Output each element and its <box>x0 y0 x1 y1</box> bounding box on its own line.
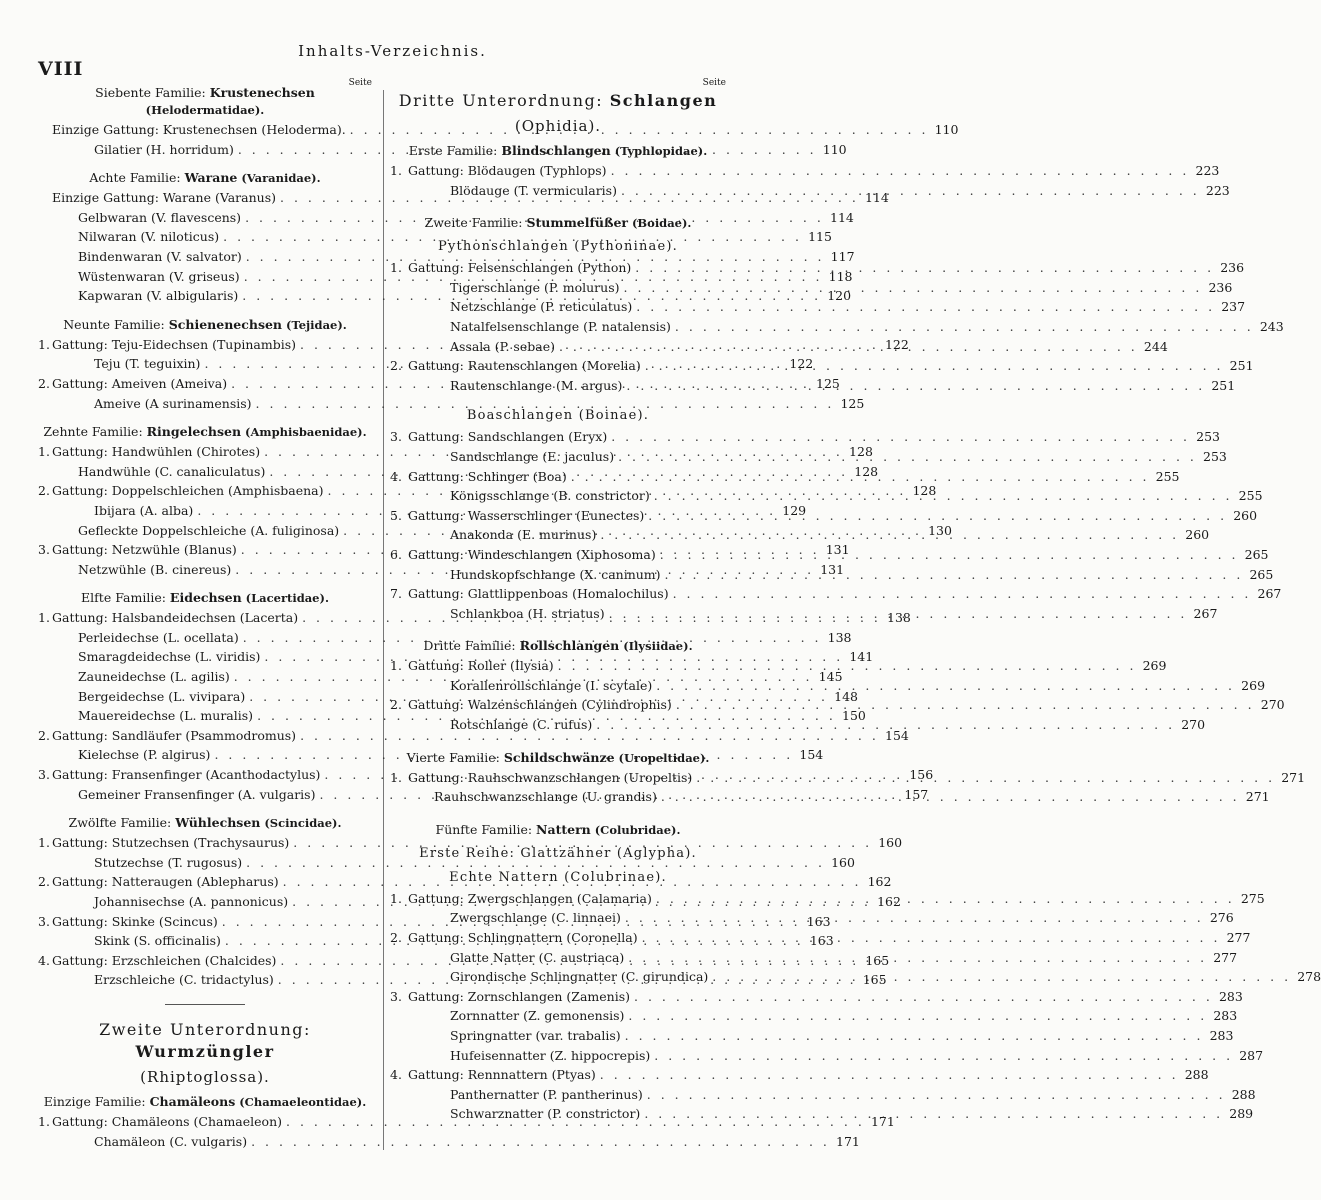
entry-text: Kielechse (P. algirus) <box>78 747 211 763</box>
entry-page: 265 <box>1249 566 1274 582</box>
entry-page: 157 <box>904 786 929 802</box>
entry-page: 278 <box>1297 969 1321 985</box>
family-heading <box>38 84 372 119</box>
entry-text: Gattung: Teju-Eidechsen (Tupinambis) <box>52 336 297 352</box>
entry-number: 3. <box>38 767 50 783</box>
entry-page: 162 <box>867 874 892 890</box>
entry-text: Bergeidechse (L. vivipara) <box>78 688 246 704</box>
entry-page: 287 <box>1239 1047 1264 1063</box>
entry-text: Handwühle (C. canaliculatus) <box>78 463 266 479</box>
family-label: Siebente Familie: <box>95 85 206 100</box>
toc-entry <box>38 394 865 414</box>
entry-text: Tigerschlange (P. molurus) <box>450 279 620 295</box>
family-label: Zehnte Familie: <box>43 424 143 440</box>
entry-text: Ameive (A surinamensis) <box>94 395 252 411</box>
family-label: Erste Familie: <box>408 143 498 158</box>
family-name: Blindschlangen <box>501 143 611 158</box>
toc-entry <box>390 1006 1238 1026</box>
suborder-label: Dritte Unterordnung: <box>398 91 604 110</box>
toc-entry <box>38 1132 860 1152</box>
entry-page: 125 <box>816 375 840 391</box>
suborder-heading <box>390 90 726 112</box>
entry-number: 3. <box>390 988 402 1004</box>
leader-dots <box>247 1132 830 1152</box>
suborder-sci-name: (Ophidia). <box>514 117 602 135</box>
entry-page: 236 <box>1220 260 1245 276</box>
seite-label: Seite <box>702 78 726 88</box>
entry-page: 120 <box>827 288 852 304</box>
entry-number: 3. <box>38 913 50 929</box>
leader-dots <box>644 506 1227 526</box>
suborder-sci-name: (Rhiptoglossa). <box>140 1067 270 1086</box>
family-sci-name: (Scincidae). <box>264 816 342 831</box>
entry-text: Rotschlange (C. rufus) <box>450 717 593 733</box>
entry-page: 265 <box>1244 546 1269 562</box>
entry-page: 129 <box>782 502 807 518</box>
entry-text: Wüstenwaran (V. griseus) <box>78 268 240 284</box>
entry-text: Johannisechse (A. pannonicus) <box>94 894 289 909</box>
entry-text: Rautenschlange (M. argus) <box>450 377 623 393</box>
entry-page: 271 <box>1245 789 1270 805</box>
toc-entry <box>390 297 1246 317</box>
entry-page: 253 <box>1196 429 1220 445</box>
entry-page: 110 <box>934 122 959 137</box>
entry-text: Gattung: Blödaugen (Typhlops) <box>408 163 607 178</box>
family-sci-name: (Ilysiidae). <box>623 639 693 654</box>
entry-text: Assala (P. sebae) <box>450 338 555 354</box>
entry-page: 243 <box>1259 318 1284 334</box>
family-heading <box>390 749 726 767</box>
entry-page: 160 <box>878 835 903 851</box>
entry-text: Hundskopfschlange (X. caninum) <box>450 566 661 582</box>
family-heading <box>38 814 372 832</box>
suborder-label: Zweite Unterordnung: <box>99 1019 311 1039</box>
family-heading <box>38 169 372 187</box>
toc-entry <box>390 317 1284 337</box>
entry-number: 1. <box>390 658 402 674</box>
leader-dots <box>630 987 1213 1007</box>
entry-text: Gattung: Zornschlangen (Zamenis) <box>408 988 631 1004</box>
family-sci-name: (Boidae). <box>631 216 692 231</box>
entry-number: 2. <box>390 358 402 374</box>
entry-text: Gelbwaran (V. flavescens) <box>78 209 242 225</box>
entry-number: 1. <box>38 1113 50 1129</box>
entry-text: Gattung: Skinke (Scincus) <box>52 913 218 929</box>
entry-page: 162 <box>877 894 901 909</box>
entry-number: 1. <box>38 444 50 460</box>
entry-text: Gattung: Natteraugen (Ablepharus) <box>52 874 279 890</box>
entry-text: Springnatter (var. trabalis) <box>450 1028 621 1043</box>
leader-dots <box>650 1046 1233 1066</box>
entry-number: 1. <box>38 336 50 352</box>
entry-page: 269 <box>1142 658 1167 674</box>
entry-text: Gattung: Halsbandeidechsen (Lacerta) <box>52 610 299 626</box>
leader-dots <box>631 258 1214 278</box>
suborder-name: Wurmzüngler <box>135 1041 275 1061</box>
entry-page: 122 <box>789 356 814 372</box>
entry-number: 1. <box>38 835 50 851</box>
leader-dots <box>554 656 1137 676</box>
entry-page: 114 <box>830 209 854 225</box>
leader-dots <box>692 768 1275 788</box>
entry-text: Zwergschlange (C. linnaei) <box>450 910 621 926</box>
leader-dots <box>624 1006 1207 1026</box>
entry-number: 5. <box>390 507 402 523</box>
leader-dots <box>622 376 1205 396</box>
entry-text: Chamäleon (C. vulgaris) <box>94 1133 248 1149</box>
leader-dots <box>708 967 1291 987</box>
family-label: Einzige Familie: <box>43 1093 146 1109</box>
entry-text: Gattung: Sandläufer (Psammodromus) <box>52 727 297 743</box>
section-rule <box>165 1004 245 1005</box>
family-name: Chamäleons <box>149 1093 236 1109</box>
entry-page: 165 <box>862 972 887 988</box>
leader-dots <box>621 908 1204 928</box>
entry-text: Ibijara (A. alba) <box>94 502 194 518</box>
entry-text: Gattung: Chamäleons (Chamaeleon) <box>52 1113 282 1129</box>
entry-text: Gattung: Walzenschlangen (Cylindrophis) <box>408 697 672 713</box>
leader-dots <box>638 928 1221 948</box>
entry-text: Schwarznatter (P. constrictor) <box>450 1106 641 1122</box>
entry-page: 145 <box>818 669 843 685</box>
leader-dots <box>621 1026 1204 1046</box>
entry-text: Netzschlange (P. reticulatus) <box>450 299 633 315</box>
entry-text: Gattung: Netzwühle (Blanus) <box>52 542 237 558</box>
family-name: Schienenechsen <box>168 316 283 332</box>
family-name: Eidechsen <box>169 590 242 606</box>
leader-dots <box>567 467 1150 487</box>
entry-text: Kapwaran (V. albigularis) <box>78 288 239 304</box>
leader-dots <box>656 545 1239 565</box>
entry-page: 244 <box>1143 338 1168 354</box>
entry-text: Gattung: Stutzechsen (Trachysaurus) <box>52 835 290 851</box>
entry-text: Korallenrollschlange (I. scytale) <box>450 677 653 693</box>
entry-page: 270 <box>1260 697 1285 713</box>
entry-page: 148 <box>834 688 858 704</box>
leader-dots <box>641 356 1224 376</box>
entry-page: 160 <box>831 854 855 870</box>
entry-text: Teju (T. teguixin) <box>94 356 201 372</box>
entry-page: 237 <box>1221 299 1246 315</box>
entry-page: 122 <box>884 336 909 352</box>
leader-dots <box>657 787 1240 807</box>
entry-number: 1. <box>390 890 402 906</box>
entry-text: Zornnatter (Z. gemonensis) <box>450 1008 625 1024</box>
entry-page: 269 <box>1241 677 1266 693</box>
entry-page: 223 <box>1195 163 1220 178</box>
entry-text: Königsschlange (B. constrictor) <box>450 488 650 504</box>
entry-text: Gattung: Rennnattern (Ptyas) <box>408 1067 596 1083</box>
entry-text: Perleidechse (L. ocellata) <box>78 629 239 645</box>
entry-page: 138 <box>887 610 911 626</box>
entry-page: 283 <box>1218 988 1243 1004</box>
entry-text: Girondische Schlingnatter (C. girundica) <box>450 969 709 985</box>
entry-page: 163 <box>806 913 831 929</box>
suborder-name: Schlangen <box>609 91 718 110</box>
family-label: Neunte Familie: <box>63 316 165 332</box>
entry-text: Gattung: Handwühlen (Chirotes) <box>52 444 261 460</box>
leader-dots <box>617 181 1200 201</box>
entry-page: 138 <box>827 629 852 645</box>
family-sci-name: (Uropeltidae). <box>618 750 710 765</box>
entry-number: 4. <box>38 952 50 968</box>
entry-number: 3. <box>38 542 50 558</box>
entry-page: 251 <box>1229 358 1254 374</box>
toc-entry <box>390 987 1243 1007</box>
entry-page: 276 <box>1209 910 1234 926</box>
entry-page: 110 <box>822 141 847 157</box>
entry-text: Gattung: Sandschlangen (Eryx) <box>408 429 608 445</box>
entry-page: 255 <box>1155 468 1180 484</box>
entry-text: Glatte Natter (C. austriaca) <box>450 949 625 965</box>
leader-dots <box>652 676 1235 696</box>
family-sci-name: (Typhlopidae). <box>614 144 708 158</box>
page-number: VIII <box>38 58 84 80</box>
entry-page: 114 <box>864 190 889 206</box>
entry-page: 289 <box>1229 1106 1254 1122</box>
entry-text: Skink (S. officinalis) <box>94 933 221 949</box>
leader-dots <box>607 161 1190 181</box>
toc-entry <box>390 1065 1209 1085</box>
leader-dots <box>592 715 1175 735</box>
entry-text: Gattung: Schlingnattern (Coronella) <box>408 930 638 946</box>
entry-text: Nilwaran (V. niloticus) <box>78 229 220 245</box>
family-heading <box>390 637 726 655</box>
family-label: Dritte Familie: <box>423 638 516 654</box>
family-name: Wühlechsen <box>175 815 261 831</box>
family-name: Krustenechsen <box>209 85 315 100</box>
leader-dots <box>672 695 1255 715</box>
entry-number: 1. <box>38 610 50 626</box>
running-title: Inhalts-Verzeichnis. <box>298 42 487 60</box>
family-label: Elfte Familie: <box>81 590 166 606</box>
leader-dots <box>614 447 1197 467</box>
subfamily-heading: Erste Reihe: Glattzähner (Aglypha). <box>419 845 697 861</box>
entry-text: Gilatier (H. horridum) <box>94 141 234 157</box>
family-label: Achte Familie: <box>89 170 181 186</box>
entry-text: Einzige Gattung: Krustenechsen (Heloderma). <box>52 122 346 137</box>
family-name: Schildschwänze <box>503 749 615 765</box>
entry-text: Panthernatter (P. pantherinus) <box>450 1086 643 1102</box>
leader-dots <box>596 525 1179 545</box>
family-heading <box>390 142 726 160</box>
entry-number: 1. <box>390 163 402 178</box>
toc-entry <box>390 161 1220 181</box>
entry-page: 128 <box>849 444 873 460</box>
entry-page: 131 <box>820 561 845 577</box>
entry-number: 7. <box>390 586 402 602</box>
entry-text: Sandschlange (E. jaculus) <box>450 448 615 464</box>
entry-text: Mauereidechse (L. muralis) <box>78 708 254 724</box>
family-label: Vierte Familie: <box>406 749 500 765</box>
entry-text: Gattung: Wasserschlinger (Eunectes) <box>408 507 645 523</box>
entry-page: 171 <box>836 1133 860 1149</box>
leader-dots <box>607 427 1190 447</box>
entry-page: 223 <box>1205 182 1230 198</box>
entry-page: 283 <box>1209 1028 1234 1043</box>
entry-page: 277 <box>1213 949 1238 965</box>
seite-label: Seite <box>348 78 372 88</box>
entry-text: Gattung: Windeschlangen (Xiphosoma) <box>408 546 656 562</box>
family-sci-name: (Chamaeleontidae). <box>239 1094 367 1109</box>
entry-page: 131 <box>825 542 850 558</box>
entry-number: 4. <box>390 468 402 484</box>
entry-text: Gattung: Schlinger (Boa) <box>408 468 567 484</box>
entry-page: 277 <box>1226 930 1251 946</box>
entry-text: Erzschleiche (C. tridactylus) <box>94 972 274 988</box>
leader-dots <box>650 486 1233 506</box>
leader-dots <box>555 337 1138 357</box>
leader-dots <box>661 565 1244 585</box>
subfamily-heading: Pythonschlangen (Pythoninae). <box>438 239 678 255</box>
toc-entry <box>38 726 909 746</box>
entry-number: 2. <box>390 930 402 946</box>
leader-dots <box>652 889 1235 909</box>
subfamily-heading: Boaschlangen (Boinae). <box>466 408 650 424</box>
entry-page: 118 <box>828 268 853 284</box>
toc-entry <box>390 1046 1264 1066</box>
entry-text: Gattung: Felsenschlangen (Python) <box>408 260 632 276</box>
family-heading <box>38 1093 372 1111</box>
leader-dots <box>640 1104 1223 1124</box>
entry-text: Netzwühle (B. cinereus) <box>78 561 232 577</box>
entry-text: Smaragdeidechse (L. viridis) <box>78 649 261 665</box>
entry-text: Gemeiner Fransenfinger (A. vulgaris) <box>78 786 316 802</box>
family-label: Zwölfte Familie: <box>68 815 172 831</box>
entry-number: 3. <box>390 429 402 445</box>
family-sci-name: (Varanidae). <box>241 171 321 186</box>
entry-text: Gattung: Fransenfinger (Acanthodactylus) <box>52 767 321 783</box>
entry-text: Gattung: Zwergschlangen (Calamaria) <box>408 890 652 906</box>
entry-number: 2. <box>390 697 402 713</box>
entry-page: 253 <box>1203 448 1227 464</box>
entry-page: 156 <box>909 767 934 783</box>
family-name: Stummelfüßer <box>526 215 628 231</box>
family-heading <box>390 214 726 232</box>
entry-page: 115 <box>808 229 832 245</box>
entry-text: Hufeisennatter (Z. hippocrepis) <box>450 1047 651 1063</box>
entry-page: 128 <box>912 483 937 499</box>
entry-page: 128 <box>854 463 879 479</box>
entry-text: Gattung: Roller (Ilysia) <box>408 658 554 674</box>
entry-text: Anakonda (E. murinus) <box>450 527 597 543</box>
toc-entry <box>390 1026 1234 1046</box>
family-heading <box>38 423 372 441</box>
family-heading <box>390 821 726 839</box>
entry-page: 260 <box>1233 507 1258 523</box>
family-name: Nattern <box>536 821 591 837</box>
leader-dots <box>624 948 1207 968</box>
family-sci-name: (Tejidae). <box>286 317 347 332</box>
entry-text: Gattung: Rauhschwanzschlangen (Uropeltis) <box>408 769 693 785</box>
entry-page: 171 <box>870 1113 895 1129</box>
entry-page: 283 <box>1213 1008 1238 1024</box>
entry-text: Stutzechse (T. rugosus) <box>94 854 243 870</box>
suborder-heading <box>38 1019 372 1063</box>
entry-number: 2. <box>38 727 50 743</box>
toc-entry <box>390 584 1282 604</box>
family-heading <box>38 589 372 607</box>
entry-text: Bindenwaran (V. salvator) <box>78 248 242 264</box>
family-sci-name: (Colubridae). <box>594 822 681 837</box>
entry-page: 251 <box>1211 377 1236 393</box>
leader-dots <box>669 584 1252 604</box>
entry-page: 165 <box>865 952 890 968</box>
entry-page: 125 <box>840 395 865 411</box>
family-sci-name: (Helodermatidae). <box>145 103 265 117</box>
entry-page: 154 <box>799 747 824 763</box>
toc-entry <box>390 427 1220 447</box>
entry-number: 4. <box>390 1067 402 1083</box>
entry-page: 163 <box>809 933 834 949</box>
entry-number: 6. <box>390 546 402 562</box>
entry-text: Gattung: Ameiven (Ameiva) <box>52 375 228 391</box>
entry-text: Gattung: Glattlippenboas (Homalochilus) <box>408 586 669 602</box>
family-label: Fünfte Familie: <box>435 821 533 837</box>
entry-page: 288 <box>1231 1086 1256 1102</box>
entry-page: 141 <box>849 649 874 665</box>
entry-text: Gattung: Rautenschlangen (Morelia) <box>408 358 641 374</box>
entry-page: 260 <box>1185 527 1210 543</box>
entry-page: 275 <box>1240 890 1265 906</box>
entry-page: 255 <box>1238 488 1263 504</box>
entry-text: Rauhschwanzschlange (U. grandis) <box>434 789 657 805</box>
leader-dots <box>620 278 1203 298</box>
leader-dots <box>643 1085 1226 1105</box>
family-sci-name: (Lacertidae). <box>245 591 329 606</box>
entry-text: Gattung: Erzschleichen (Chalcides) <box>52 952 277 968</box>
family-label: Zweite Familie: <box>424 215 523 231</box>
entry-number: 1. <box>390 260 402 276</box>
entry-page: 150 <box>842 708 866 724</box>
entry-number: 2. <box>38 874 50 890</box>
entry-page: 117 <box>830 248 855 264</box>
leader-dots <box>605 604 1188 624</box>
entry-page: 236 <box>1208 279 1233 295</box>
entry-number: 2. <box>38 375 50 391</box>
entry-text: Einzige Gattung: Warane (Varanus) <box>52 190 276 206</box>
entry-number: 2. <box>38 483 50 499</box>
family-sci-name: (Amphisbaenidae). <box>245 425 367 440</box>
entry-page: 267 <box>1257 586 1282 602</box>
family-name: Rollschlangen <box>519 638 620 654</box>
leader-dots <box>632 297 1215 317</box>
entry-text: Gefleckte Doppelschleiche (A. fuliginosa) <box>78 522 340 538</box>
entry-text: Schlankboa (H. striatus) <box>450 605 605 621</box>
family-heading <box>38 316 372 334</box>
entry-number: 1. <box>390 769 402 785</box>
family-name: Ringelechsen <box>146 424 242 440</box>
toc-entry <box>390 1085 1256 1105</box>
entry-page: 271 <box>1281 769 1306 785</box>
subfamily-heading: Echte Nattern (Colubrinae). <box>449 869 667 885</box>
entry-page: 154 <box>885 727 909 743</box>
entry-page: 267 <box>1193 605 1218 621</box>
entry-text: Natalfelsenschlange (P. natalensis) <box>450 318 671 334</box>
leader-dots <box>596 1065 1179 1085</box>
entry-page: 270 <box>1181 717 1206 733</box>
entry-text: Blödauge (T. vermicularis) <box>450 182 617 198</box>
entry-text: Zauneidechse (L. agilis) <box>78 669 230 685</box>
entry-text: Gattung: Doppelschleichen (Amphisbaena) <box>52 483 324 499</box>
entry-page: 288 <box>1184 1067 1209 1083</box>
leader-dots <box>671 317 1254 337</box>
entry-page: 130 <box>928 522 952 538</box>
family-name: Warane <box>184 170 238 186</box>
